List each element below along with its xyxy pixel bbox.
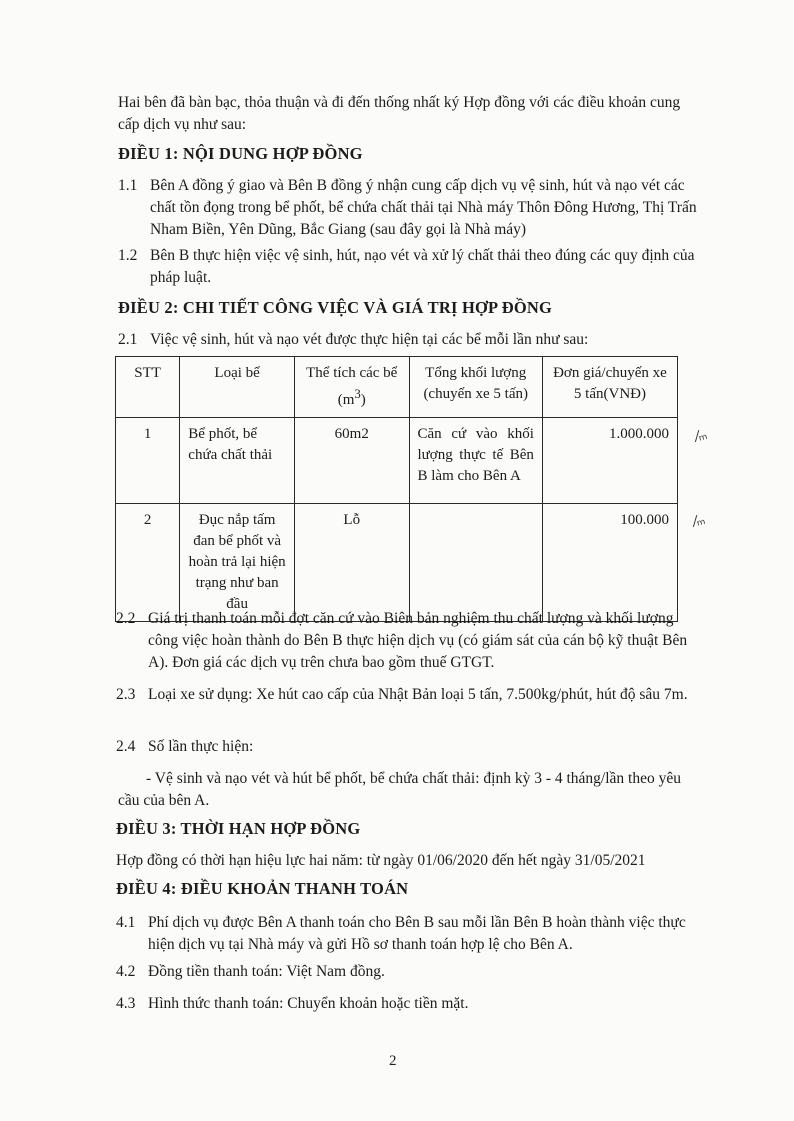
initial-mark: ⁄ₘ (694, 426, 709, 446)
table-row (116, 418, 678, 504)
table-header-row (116, 357, 678, 418)
article2-heading: ĐIỀU 2: CHI TIẾT CÔNG VIỆC VÀ GIÁ TRỊ HỢP ĐỒNG (118, 298, 553, 317)
clause-number: 4.3 (116, 995, 136, 1012)
article3-text: Hợp đồng có thời hạn hiệu lực hai năm: từ ngày 01/06/2020 đến hết ngày 31/05/2021 (116, 852, 646, 869)
clause-number: 1.2 (118, 247, 138, 264)
article1-heading: ĐIỀU 1: NỘI DUNG HỢP ĐỒNG (118, 144, 363, 163)
clause-text: Giá trị thanh toán mỗi đợt căn cứ vào Biên bản nghiệm thu chất lượng và khối lượng công việc hoàn thành do Bên B thực hiện dịch vụ (có giám sát của cán bộ kỹ thuật Bên A). Đơn giá các dịch vụ trên chưa bao gồm thuế GTGT. (148, 610, 688, 671)
header-total: Tổng khối lượng (chuyến xe 5 tấn) (409, 357, 542, 418)
cell-stt: 1 (116, 418, 180, 504)
clause-text: Đồng tiền thanh toán: Việt Nam đồng. (148, 963, 385, 980)
cell-total (409, 504, 542, 622)
work-table (115, 356, 678, 622)
header-price: Đơn giá/chuyến xe 5 tấn(VNĐ) (542, 357, 677, 418)
clause-number: 2.3 (116, 686, 136, 703)
clause-text: Việc vệ sinh, hút và nạo vét được thực hiện tại các bể mỗi lần như sau: (150, 331, 589, 348)
clause-text: Loại xe sử dụng: Xe hút cao cấp của Nhật Bản loại 5 tấn, 7.500kg/phút, hút độ sâu 7m. (148, 686, 688, 703)
cell-type: Bể phốt, bể chứa chất thải (180, 418, 295, 504)
clause-text: Phí dịch vụ được Bên A thanh toán cho Bên B sau mỗi lần Bên B hoàn thành việc thực hiện dịch vụ tại Nhà máy và gửi Hồ sơ thanh toán hợp lệ cho Bên A. (148, 914, 686, 953)
initial-mark: ⁄ₘ (692, 511, 707, 531)
cell-price: 100.000 (542, 504, 677, 622)
clause-number: 2.2 (116, 610, 136, 627)
header-type: Loại bể (180, 357, 295, 418)
clause-text: Hình thức thanh toán: Chuyển khoản hoặc tiền mặt. (148, 995, 469, 1012)
clause-number: 2.4 (116, 738, 136, 755)
article4-heading: ĐIỀU 4: ĐIỀU KHOẢN THANH TOÁN (116, 879, 409, 898)
header-volume (294, 357, 409, 418)
clause-number: 2.1 (118, 331, 138, 348)
clause-text: Số lần thực hiện: (148, 738, 254, 755)
page-number: 2 (389, 1053, 397, 1069)
article3-heading: ĐIỀU 3: THỜI HẠN HỢP ĐỒNG (116, 819, 361, 838)
clause-2-4-detail: - Vệ sinh và nạo vét và hút bể phốt, bể chứa chất thải: định kỳ 3 - 4 tháng/lần theo yêu cầu của bên A. (118, 770, 681, 809)
clause-number: 4.2 (116, 963, 136, 980)
clause-text: Bên B thực hiện việc vệ sinh, hút, nạo vét và xử lý chất thải theo đúng các quy định của pháp luật. (150, 247, 695, 286)
clause-number: 1.1 (118, 177, 138, 194)
clause-number: 4.1 (116, 914, 136, 931)
header-stt: STT (116, 357, 180, 418)
table-row (116, 504, 678, 622)
header-volume-label: Thể tích các bể (306, 365, 398, 381)
intro-paragraph: Hai bên đã bàn bạc, thỏa thuận và đi đến thống nhất ký Hợp đồng với các điều khoản cung cấp dịch vụ như sau: (118, 94, 681, 133)
cell-volume: Lỗ (294, 504, 409, 622)
cell-price: 1.000.000 (542, 418, 677, 504)
header-volume-unit: $(m^3)$ (337, 387, 366, 408)
clause-text: Bên A đồng ý giao và Bên B đồng ý nhận cung cấp dịch vụ vệ sinh, hút và nạo vét các chất tồn đọng trong bể phốt, bể chứa chất thải tại Nhà máy Thôn Đông Hương, Thị Trấn Nham Biền, Yên Dũng, Bắc Giang (sau đây gọi là Nhà máy) (150, 177, 697, 238)
cell-volume: 60m2 (294, 418, 409, 504)
cell-stt: 2 (116, 504, 180, 622)
cell-type: Đục nắp tấm đan bể phốt và hoàn trả lại hiện trạng như ban đầu (180, 504, 295, 622)
cell-total: Căn cứ vào khối lượng thực tế Bên B làm cho Bên A (409, 418, 542, 504)
